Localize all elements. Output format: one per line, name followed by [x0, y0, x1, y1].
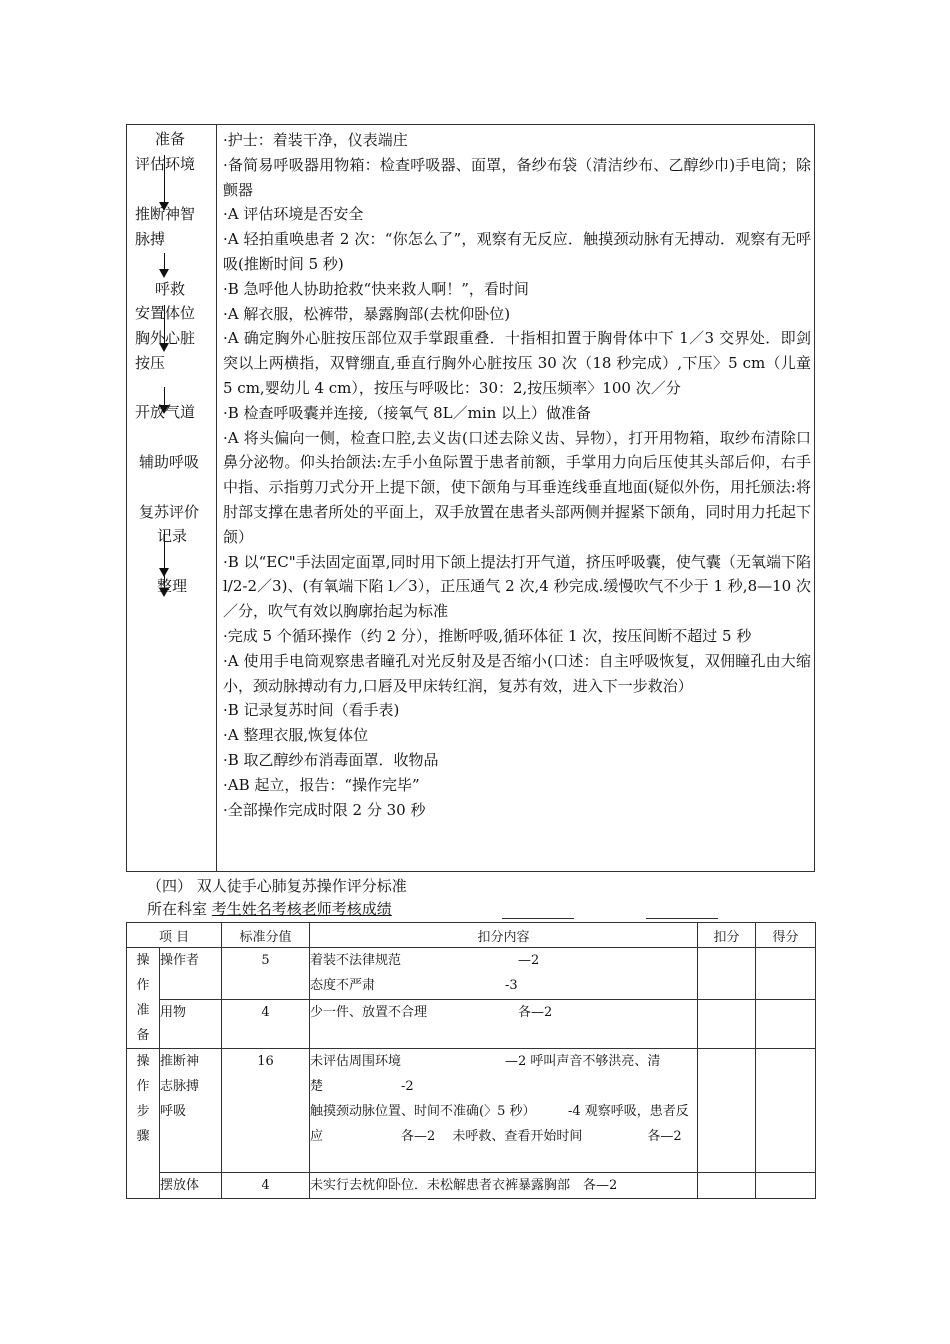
- flow-label-judge-consciousness: 推断神智: [135, 205, 196, 223]
- header-deduction: 扣分: [698, 923, 756, 948]
- standard-score-cell: 4: [222, 1173, 310, 1199]
- score-table: [126, 922, 816, 1199]
- exam-fields-label: 考生姓名考核老师考核成绩: [211, 900, 392, 918]
- flow-label-tidy: 整理: [157, 577, 188, 595]
- table-row: [127, 948, 816, 1000]
- step-item: ·全部操作完成时限 2 分 30 秒: [223, 800, 426, 819]
- deduction-line: 未评估周围环境 —2 呼叫声音不够洪亮、清楚 -2: [310, 1054, 661, 1094]
- step-item: ·B 急呼他人协助抢救“快来救人啊！”，看时间: [223, 279, 529, 298]
- table-row: [127, 1049, 816, 1173]
- flow-label-press: 按压: [135, 354, 166, 372]
- flow-label-position: 安置体位: [135, 304, 196, 322]
- blank-line: [646, 918, 718, 919]
- deduction-input-cell[interactable]: [698, 999, 756, 1049]
- arrow-down-icon: [164, 155, 165, 209]
- exam-info-line: [147, 899, 392, 919]
- score-input-cell[interactable]: [756, 948, 816, 1000]
- step-item: ·A 将头偏向一侧，检查口腔,去义齿(口述去除义齿、异物），打开用物箱，取纱布清除口鼻分泌物。仰头抬颌法:左手小鱼际置于患者前额，手掌用力向后压使其头部后仰，右手中指、示指剪刀式分开上提下颌，使下颌角与耳垂连线垂直地面(疑似外伤，用托颁法:将肘部支撑在患者所处的平面上，双手放置在患者头部两侧并握紧下颌角，同时用力托起下颌）: [223, 428, 811, 546]
- step-item: ·AB 起立，报告：“操作完毕”: [223, 775, 420, 794]
- flow-label-evaluate: 复苏评价: [139, 503, 200, 521]
- item-text: 推断神志脉搏呼吸: [160, 1054, 200, 1119]
- flow-label-pulse: 脉搏: [135, 230, 166, 248]
- flow-chart: [127, 125, 216, 871]
- step-item: ·B 记录复苏时间（看手表): [223, 701, 400, 720]
- step-item: ·B 检查呼吸囊并连接,（接氧气 8L／min 以上）做准备: [223, 403, 592, 422]
- arrow-down-icon: [164, 530, 165, 575]
- group-label-steps: [127, 1049, 160, 1199]
- dept-label: 所在科室: [147, 900, 208, 918]
- deduction-line: 触摸颈动脉位置、时间不准确(〉5 秒） -4 观察呼吸，患者反应 各—2 未呼救、查看开始时间 各—2: [310, 1104, 689, 1144]
- step-item: ·A 整理衣服,恢复体位: [223, 726, 369, 745]
- flow-label-compression: 胸外心脏: [135, 329, 196, 347]
- standard-score-cell: 4: [222, 999, 310, 1049]
- item-cell: 摆放体: [160, 1173, 222, 1199]
- step-item: ·B 取乙醇纱布消毒面罩．收物品: [223, 750, 439, 769]
- procedure-table: [126, 124, 815, 872]
- flow-label-prepare: 准备: [155, 130, 186, 148]
- header-deduction-content: 扣分内容: [310, 923, 698, 948]
- procedure-steps: [223, 128, 811, 822]
- flow-label-assist-breathing: 辅助呼吸: [139, 453, 200, 471]
- flow-label-call-help: 呼救: [155, 280, 186, 298]
- deduction-line: 未实行去枕仰卧位．未松解患者衣裤暴露胸部 各—2: [310, 1178, 618, 1193]
- arrow-down-icon: [164, 305, 165, 350]
- header-item: 项 目: [127, 923, 222, 948]
- deduction-line: 着装不法律规范 —2: [310, 953, 540, 968]
- group-text: 操作步骤: [136, 1054, 150, 1144]
- header-final-score: 得分: [756, 923, 816, 948]
- table-row: [127, 999, 816, 1049]
- step-item: ·A 确定胸外心脏按压部位双手掌跟重叠．十指相扣置于胸骨体中下 1／3 交界处．即剑突以上两横指，双臂绷直,垂直行胸外心脏按压 30 次（18 秒完成）,下压〉5 cm（儿童 5 cm,婴幼儿 4 cm），按压与呼吸比：30：2,按压频率〉100 次／分: [223, 329, 811, 397]
- step-item: ·A 解衣服，松裤带，暴露胸部(去枕仰卧位): [223, 304, 511, 323]
- deduction-line: 少一件、放置不合理 各—2: [310, 1004, 553, 1020]
- group-label-preparation: [127, 948, 160, 1049]
- flow-label-record: 记录: [157, 527, 188, 545]
- deduction-content-cell: [310, 999, 698, 1049]
- deduction-input-cell[interactable]: [698, 1173, 756, 1199]
- arrow-down-icon: [164, 387, 165, 412]
- section-title: （四） 双人徒手心肺复苏操作评分标准: [147, 877, 407, 895]
- deduction-content-cell: [310, 1173, 698, 1199]
- score-input-cell[interactable]: [756, 1049, 816, 1173]
- deduction-line: 态度不严肃 -3: [310, 978, 518, 993]
- step-item: ·护士：着装干净，仪表端庄: [223, 131, 408, 149]
- deduction-input-cell[interactable]: [698, 948, 756, 1000]
- score-input-cell[interactable]: [756, 999, 816, 1049]
- column-divider: [216, 125, 217, 871]
- item-cell: 操作者: [160, 948, 222, 1000]
- deduction-input-cell[interactable]: [698, 1049, 756, 1173]
- step-item: ·A 使用手电筒观察患者瞳孔对光反射及是否缩小(口述：自主呼吸恢复，双佣瞳孔由大缩小，颈动脉搏动有力,口唇及甲床转红润，复苏有效，进入下一步救治）: [223, 651, 811, 695]
- blank-line: [502, 918, 574, 919]
- flow-label-assess-env: 评估环境: [135, 155, 196, 173]
- deduction-content-cell: [310, 1049, 698, 1173]
- arrow-down-icon: [164, 575, 165, 595]
- standard-score-cell: 5: [222, 948, 310, 1000]
- step-item: ·A 评估环境是否安全: [223, 205, 364, 224]
- group-text: 操作准备: [136, 953, 150, 1043]
- standard-score-cell: 16: [222, 1049, 310, 1173]
- step-item: ·B 以“EC"手法固定面罩,同时用下颌上提法打开气道，挤压呼吸囊，使气囊（无氧端下陷 l/2-2／3)、(有氧端下陷 l／3），正压通气 2 次,4 秒完成.缓慢吹气不少于 1 秒,8—10 次／分，吹气有效以胸廓抬起为标准: [223, 552, 811, 621]
- item-cell: 用物: [160, 999, 222, 1049]
- table-row: [127, 1173, 816, 1199]
- score-input-cell[interactable]: [756, 1173, 816, 1199]
- step-item: ·完成 5 个循环操作（约 2 分），推断呼吸,循环体征 1 次，按压间断不超过 5 秒: [223, 626, 752, 645]
- table-header-row: [127, 923, 816, 948]
- step-item: ·A 轻拍重唤患者 2 次：“你怎么了”，观察有无反应．触摸颈动脉有无搏动．观察有无呼吸(推断时间 5 秒): [223, 230, 811, 273]
- step-item: ·备简易呼吸器用物箱：检查呼吸器、面罩，备纱布袋（清洁纱布、乙醇纱巾)手电筒；除颤器: [223, 155, 811, 199]
- arrow-down-icon: [164, 253, 165, 276]
- item-cell: [160, 1049, 222, 1173]
- flow-label-airway: 开放气道: [135, 403, 196, 421]
- deduction-content-cell: [310, 948, 698, 1000]
- header-standard-score: 标准分值: [222, 923, 310, 948]
